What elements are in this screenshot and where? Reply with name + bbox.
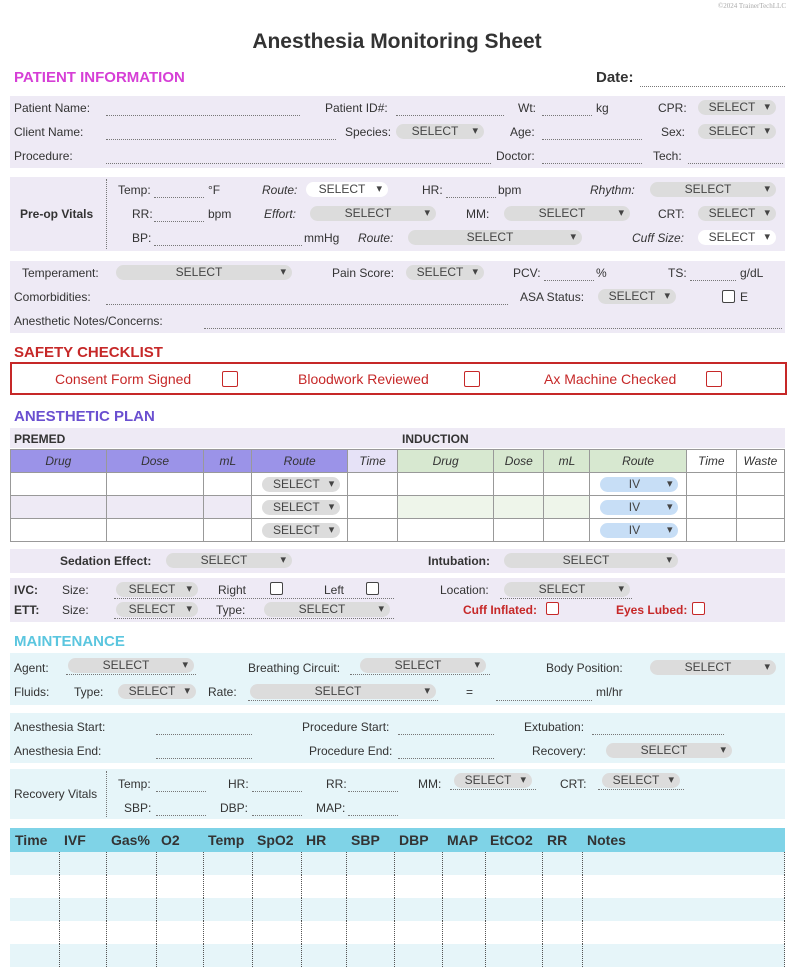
emergency-checkbox[interactable] — [722, 290, 735, 303]
extubation-field[interactable] — [592, 734, 724, 735]
fluids-label: Fluids: — [14, 685, 50, 699]
vitals-log-cell[interactable] — [203, 875, 252, 898]
patient-info-panel — [10, 96, 785, 168]
vitals-log-cell[interactable] — [394, 852, 442, 875]
col-gas: Gas% — [111, 832, 150, 848]
vitals-log-cell[interactable] — [59, 875, 106, 898]
asa-status-select[interactable]: SELECT ▾ — [598, 289, 676, 304]
rec-temp-field[interactable] — [156, 791, 206, 792]
rec-sbp-label: SBP: — [124, 801, 152, 815]
eyes-lubed-checkbox[interactable] — [692, 602, 705, 615]
premed-col-ml: mL — [204, 450, 252, 473]
comorbidities-field[interactable] — [106, 304, 508, 305]
ivc-right-label: Right — [218, 583, 247, 597]
ts-label: TS: — [668, 266, 687, 280]
vitals-log-cell[interactable] — [485, 875, 542, 898]
vitals-log-cell[interactable] — [485, 898, 542, 921]
pcv-unit: % — [596, 266, 607, 280]
cuff-size-select[interactable]: SELECT ▾ — [698, 230, 776, 245]
body-position-label: Body Position: — [546, 661, 623, 675]
rate-label: Rate: — [208, 685, 237, 699]
vitals-log-cell[interactable] — [106, 875, 156, 898]
ivc-ett-panel — [10, 578, 785, 622]
preop-divider — [106, 179, 107, 249]
cpr-label: CPR: — [658, 101, 687, 115]
general-panel — [10, 261, 785, 333]
preop-route-select[interactable]: SELECT ▾ — [306, 182, 388, 197]
rec-map-field[interactable] — [348, 815, 398, 816]
bp-field[interactable] — [154, 245, 302, 246]
ivc-underline — [114, 598, 394, 599]
col-hr: HR — [306, 832, 327, 848]
vitals-log-row[interactable] — [10, 921, 785, 944]
location-underline — [500, 598, 632, 599]
anesthetic-plan-heading: ANESTHETIC PLAN — [14, 408, 155, 425]
preop-temp-field[interactable] — [154, 197, 204, 198]
induction-col-time: Time — [686, 450, 736, 473]
sex-select[interactable]: SELECT ▾ — [698, 124, 776, 139]
induction-col-ml: mL — [544, 450, 590, 473]
proc-start-field[interactable] — [398, 734, 494, 735]
vitals-log-cell[interactable] — [542, 921, 582, 944]
induction-route-select[interactable]: IV ▾ — [600, 500, 678, 515]
asa-status-label: ASA Status: — [520, 290, 585, 304]
page-title: Anesthesia Monitoring Sheet — [252, 30, 542, 53]
rec-temp-label: Temp: — [118, 777, 151, 791]
sedation-row — [10, 549, 785, 573]
pcv-label: PCV: — [513, 266, 541, 280]
copyright: ©2024 TrainerTechLLC — [717, 2, 786, 10]
vitals-log-cell[interactable] — [442, 898, 485, 921]
wt-label: Wt: — [518, 101, 536, 115]
ett-type-label: Type: — [216, 603, 246, 617]
premed-col-drug: Drug — [11, 450, 107, 473]
col-o2: O2 — [161, 832, 180, 848]
induction-route-select[interactable]: IV ▾ — [600, 523, 678, 538]
induction-table — [397, 449, 785, 542]
proc-end-field[interactable] — [398, 758, 494, 759]
vitals-log-cell[interactable] — [203, 944, 252, 967]
bloodwork-label: Bloodwork Reviewed — [298, 371, 429, 387]
vitals-log-cell[interactable] — [582, 852, 785, 875]
rate-select[interactable]: SELECT ▾ — [250, 684, 436, 699]
vitals-log-cell[interactable] — [582, 944, 785, 967]
doctor-field[interactable] — [542, 163, 642, 164]
vitals-log-cell[interactable] — [485, 921, 542, 944]
premed-route-select[interactable]: SELECT ▾ — [262, 500, 340, 515]
col-dbp: DBP — [399, 832, 429, 848]
preop-crt-select[interactable]: SELECT ▾ — [698, 206, 776, 221]
ax-machine-label: Ax Machine Checked — [544, 371, 677, 387]
ivc-right-checkbox[interactable] — [270, 582, 283, 595]
vitals-log-cell[interactable] — [301, 921, 346, 944]
vitals-log-cell[interactable] — [394, 944, 442, 967]
rec-map-label: MAP: — [316, 801, 346, 815]
vitals-log-cell[interactable] — [485, 852, 542, 875]
vitals-log-cell[interactable] — [346, 921, 394, 944]
consent-label: Consent Form Signed — [55, 371, 192, 387]
kg-unit: kg — [596, 101, 609, 115]
vitals-log-cell[interactable] — [394, 898, 442, 921]
vitals-log-cell[interactable] — [442, 852, 485, 875]
vitals-log-cell[interactable] — [582, 875, 785, 898]
vitals-log-cell[interactable] — [442, 921, 485, 944]
cuff-inflated-label: Cuff Inflated: — [463, 603, 537, 617]
date-label: Date: — [596, 69, 634, 86]
pain-score-label: Pain Score: — [332, 266, 395, 280]
mmhg-unit: mmHg — [304, 231, 340, 245]
vitals-log-cell[interactable] — [10, 898, 59, 921]
pcv-field[interactable] — [544, 280, 594, 281]
induction-col-route: Route — [590, 450, 686, 473]
vitals-log-cell[interactable] — [106, 921, 156, 944]
vitals-log-cell[interactable] — [252, 852, 301, 875]
patient-info-heading: PATIENT INFORMATION — [14, 69, 185, 86]
consent-checkbox[interactable] — [222, 371, 238, 387]
proc-start-label: Procedure Start: — [302, 720, 390, 734]
vitals-log-cell[interactable] — [106, 944, 156, 967]
induction-route-select[interactable]: IV ▾ — [600, 477, 678, 492]
temperament-select[interactable]: SELECT ▾ — [116, 265, 292, 280]
eyes-lubed-label: Eyes Lubed: — [616, 603, 688, 617]
premed-label: PREMED — [14, 432, 66, 446]
crt-underline — [598, 789, 684, 790]
agent-select[interactable]: SELECT ▾ — [68, 658, 194, 673]
induction-col-waste: Waste — [736, 450, 784, 473]
vitals-log-cell[interactable] — [203, 898, 252, 921]
maintenance-heading: MAINTENANCE — [14, 633, 125, 650]
premed-row[interactable] — [11, 473, 398, 496]
ett-size-label: Size: — [62, 603, 89, 617]
ivc-label: IVC: — [14, 583, 38, 597]
vitals-log-cell[interactable] — [156, 875, 203, 898]
recovery-divider — [106, 771, 107, 817]
rec-hr-label: HR: — [228, 777, 249, 791]
rec-dbp-label: DBP: — [220, 801, 249, 815]
anes-start-field[interactable] — [156, 734, 252, 735]
ivc-size-select[interactable]: SELECT ▾ — [116, 582, 198, 597]
wt-field[interactable] — [542, 115, 592, 116]
patient-name-field[interactable] — [106, 115, 300, 116]
patient-id-field[interactable] — [396, 115, 504, 116]
extubation-label: Extubation: — [524, 720, 585, 734]
intubation-label: Intubation: — [428, 554, 490, 568]
induction-col-drug: Drug — [398, 450, 494, 473]
vitals-log-cell[interactable] — [442, 944, 485, 967]
rec-crt-label: CRT: — [560, 777, 587, 791]
rhythm-label: Rhythm: — [590, 183, 635, 197]
client-name-field[interactable] — [106, 139, 336, 140]
cpr-select[interactable]: SELECT ▾ — [698, 100, 776, 115]
sex-label: Sex: — [661, 125, 686, 139]
premed-col-time: Time — [348, 450, 398, 473]
mlhr-unit: ml/hr — [596, 685, 623, 699]
col-notes: Notes — [587, 832, 626, 848]
vitals-log-cell[interactable] — [59, 944, 106, 967]
tech-label: Tech: — [653, 149, 682, 163]
rate-underline — [248, 700, 438, 701]
vitals-log-cell[interactable] — [542, 875, 582, 898]
vitals-log-row[interactable] — [10, 898, 785, 921]
preop-hr-field[interactable] — [446, 197, 496, 198]
ivc-left-checkbox[interactable] — [366, 582, 379, 595]
preop-route-label: Route: — [262, 183, 298, 197]
species-select[interactable]: SELECT ▾ — [396, 124, 484, 139]
preop-rr-unit: bpm — [208, 207, 232, 221]
col-etco2: EtCO2 — [490, 832, 533, 848]
induction-label: INDUCTION — [402, 432, 469, 446]
vitals-log-cell[interactable] — [485, 944, 542, 967]
procedure-field[interactable] — [106, 163, 491, 164]
fluid-type-label: Type: — [74, 685, 104, 699]
sedation-select[interactable]: SELECT ▾ — [166, 553, 292, 568]
preop-rr-label: RR: — [132, 207, 153, 221]
induction-col-dose: Dose — [494, 450, 544, 473]
bloodwork-checkbox[interactable] — [464, 371, 480, 387]
agent-label: Agent: — [14, 661, 49, 675]
patient-id-label: Patient ID#: — [325, 101, 388, 115]
notes-label: Anesthetic Notes/Concerns: — [14, 314, 163, 328]
body-position-select[interactable]: SELECT ▾ — [650, 660, 776, 675]
vitals-log-cell[interactable] — [106, 898, 156, 921]
comorbidities-label: Comorbidities: — [14, 290, 91, 304]
vitals-log-cell[interactable] — [582, 921, 785, 944]
recovery-vitals-panel — [10, 769, 785, 819]
vitals-log-cell[interactable] — [542, 944, 582, 967]
ivc-left-label: Left — [324, 583, 345, 597]
vitals-log-cell[interactable] — [156, 898, 203, 921]
cuff-inflated-checkbox[interactable] — [546, 602, 559, 615]
rec-sbp-field[interactable] — [156, 815, 206, 816]
vitals-log-cell[interactable] — [301, 852, 346, 875]
vitals-log-cell[interactable] — [106, 852, 156, 875]
vitals-log-cell[interactable] — [10, 921, 59, 944]
premed-col-route: Route — [252, 450, 348, 473]
ax-machine-checkbox[interactable] — [706, 371, 722, 387]
vitals-log-cell[interactable] — [252, 898, 301, 921]
rec-hr-field[interactable] — [252, 791, 302, 792]
pain-score-select[interactable]: SELECT ▾ — [406, 265, 484, 280]
preop-mm-label: MM: — [466, 207, 490, 221]
vitals-log-cell[interactable] — [542, 852, 582, 875]
vitals-log-cell[interactable] — [156, 852, 203, 875]
preop-crt-label: CRT: — [658, 207, 685, 221]
recovery-label: Recovery: — [532, 744, 587, 758]
fluid-type-select[interactable]: SELECT ▾ — [118, 684, 196, 699]
preop-vitals-panel — [10, 177, 785, 251]
vitals-log-cell[interactable] — [156, 921, 203, 944]
temp-unit: °F — [208, 183, 221, 197]
vitals-log-cell[interactable] — [442, 875, 485, 898]
induction-row[interactable] — [398, 496, 785, 519]
recovery-select[interactable]: SELECT ▾ — [606, 743, 732, 758]
preop-mm-select[interactable]: SELECT ▾ — [504, 206, 630, 221]
col-sbp: SBP — [351, 832, 380, 848]
premed-table — [10, 449, 398, 542]
vitals-log-cell[interactable] — [252, 944, 301, 967]
vitals-log-table — [10, 828, 785, 967]
ett-underline — [114, 618, 394, 619]
premed-row[interactable] — [11, 496, 398, 519]
preop-hr-label: HR: — [422, 183, 443, 197]
effort-select[interactable]: SELECT ▾ — [310, 206, 436, 221]
col-temp: Temp — [208, 832, 245, 848]
rec-crt-select[interactable]: SELECT ▾ — [602, 773, 680, 788]
tech-field[interactable] — [688, 163, 783, 164]
species-label: Species: — [345, 125, 392, 139]
vitals-log-row[interactable] — [10, 852, 785, 875]
circuit-underline — [350, 674, 490, 675]
proc-end-label: Procedure End: — [309, 744, 393, 758]
rec-mm-select[interactable]: SELECT ▾ — [454, 773, 532, 788]
notes-field[interactable] — [204, 328, 782, 329]
vitals-log-cell[interactable] — [203, 921, 252, 944]
vitals-log-cell[interactable] — [59, 898, 106, 921]
vitals-log-cell[interactable] — [59, 852, 106, 875]
premed-route-select[interactable]: SELECT ▾ — [262, 523, 340, 538]
anes-end-label: Anesthesia End: — [14, 744, 102, 758]
ts-unit: g/dL — [740, 266, 764, 280]
vitals-log-cell[interactable] — [346, 898, 394, 921]
equals-sign: = — [466, 685, 474, 699]
vitals-log-cell[interactable] — [301, 875, 346, 898]
vitals-log-row[interactable] — [10, 875, 785, 898]
col-ivf: IVF — [64, 832, 86, 848]
col-map: MAP — [447, 832, 479, 848]
cuff-size-label: Cuff Size: — [632, 231, 685, 245]
vitals-log-cell[interactable] — [59, 921, 106, 944]
induction-row[interactable] — [398, 519, 785, 542]
vitals-log-cell[interactable] — [10, 944, 59, 967]
vitals-log-row[interactable] — [10, 944, 785, 967]
ett-size-select[interactable]: SELECT ▾ — [116, 602, 198, 617]
induction-row[interactable] — [398, 473, 785, 496]
vitals-log-cell[interactable] — [10, 875, 59, 898]
vitals-log-cell[interactable] — [10, 852, 59, 875]
bp-route-select[interactable]: SELECT ▾ — [408, 230, 582, 245]
timing-panel — [10, 713, 785, 763]
vitals-log-cell[interactable] — [346, 875, 394, 898]
effort-label: Effort: — [264, 207, 297, 221]
premed-row[interactable] — [11, 519, 398, 542]
age-label: Age: — [510, 125, 535, 139]
vitals-log-cell[interactable] — [582, 898, 785, 921]
rate-result-field[interactable] — [496, 700, 592, 701]
breathing-circuit-label: Breathing Circuit: — [248, 661, 341, 675]
rec-rr-label: RR: — [326, 777, 347, 791]
bpm-unit: bpm — [498, 183, 522, 197]
sedation-label: Sedation Effect: — [60, 554, 152, 568]
recovery-vitals-label: Recovery Vitals — [14, 787, 98, 801]
rec-mm-label: MM: — [418, 777, 442, 791]
mm-underline — [450, 789, 536, 790]
age-field[interactable] — [542, 139, 642, 140]
col-spo2: SpO2 — [257, 832, 294, 848]
col-time: Time — [15, 832, 48, 848]
vitals-log-cell[interactable] — [301, 944, 346, 967]
temperament-label: Temperament: — [22, 266, 99, 280]
safety-checklist-heading: SAFETY CHECKLIST — [14, 344, 163, 361]
rec-dbp-field[interactable] — [252, 815, 302, 816]
vitals-log-cell[interactable] — [252, 921, 301, 944]
col-rr: RR — [547, 832, 568, 848]
ivc-size-label: Size: — [62, 583, 89, 597]
vitals-log-cell[interactable] — [203, 852, 252, 875]
vitals-log-cell[interactable] — [156, 944, 203, 967]
procedure-label: Procedure: — [14, 149, 73, 163]
plan-subheader — [10, 428, 785, 448]
intubation-select[interactable]: SELECT ▾ — [504, 553, 678, 568]
ett-type-select[interactable]: SELECT ▾ — [264, 602, 390, 617]
premed-col-dose: Dose — [106, 450, 204, 473]
premed-route-select[interactable]: SELECT ▾ — [262, 477, 340, 492]
preop-rr-field[interactable] — [154, 221, 204, 222]
emergency-label: E — [740, 290, 749, 304]
vitals-log-cell[interactable] — [394, 875, 442, 898]
safety-checklist-box — [10, 362, 787, 395]
preop-temp-label: Temp: — [118, 183, 151, 197]
client-name-label: Client Name: — [14, 125, 84, 139]
vitals-log-cell[interactable] — [542, 898, 582, 921]
vitals-log-cell[interactable] — [252, 875, 301, 898]
anes-start-label: Anesthesia Start: — [14, 720, 106, 734]
vitals-log-cell[interactable] — [346, 944, 394, 967]
preop-vitals-heading: Pre-op Vitals — [20, 207, 94, 221]
maintenance-panel — [10, 653, 785, 705]
bp-label: BP: — [132, 231, 152, 245]
agent-underline — [66, 674, 196, 675]
vitals-log-cell[interactable] — [346, 852, 394, 875]
bp-route-label: Route: — [358, 231, 394, 245]
date-field[interactable] — [640, 86, 785, 87]
breathing-circuit-select[interactable]: SELECT ▾ — [360, 658, 486, 673]
ett-label: ETT: — [14, 603, 40, 617]
ivc-location-label: Location: — [440, 583, 489, 597]
rec-rr-field[interactable] — [348, 791, 398, 792]
anes-end-field[interactable] — [156, 758, 252, 759]
vitals-log-cell[interactable] — [301, 898, 346, 921]
vitals-log-cell[interactable] — [394, 921, 442, 944]
patient-name-label: Patient Name: — [14, 101, 91, 115]
ts-field[interactable] — [690, 280, 736, 281]
ivc-location-select[interactable]: SELECT ▾ — [504, 582, 630, 597]
doctor-label: Doctor: — [496, 149, 535, 163]
rhythm-select[interactable]: SELECT ▾ — [650, 182, 776, 197]
